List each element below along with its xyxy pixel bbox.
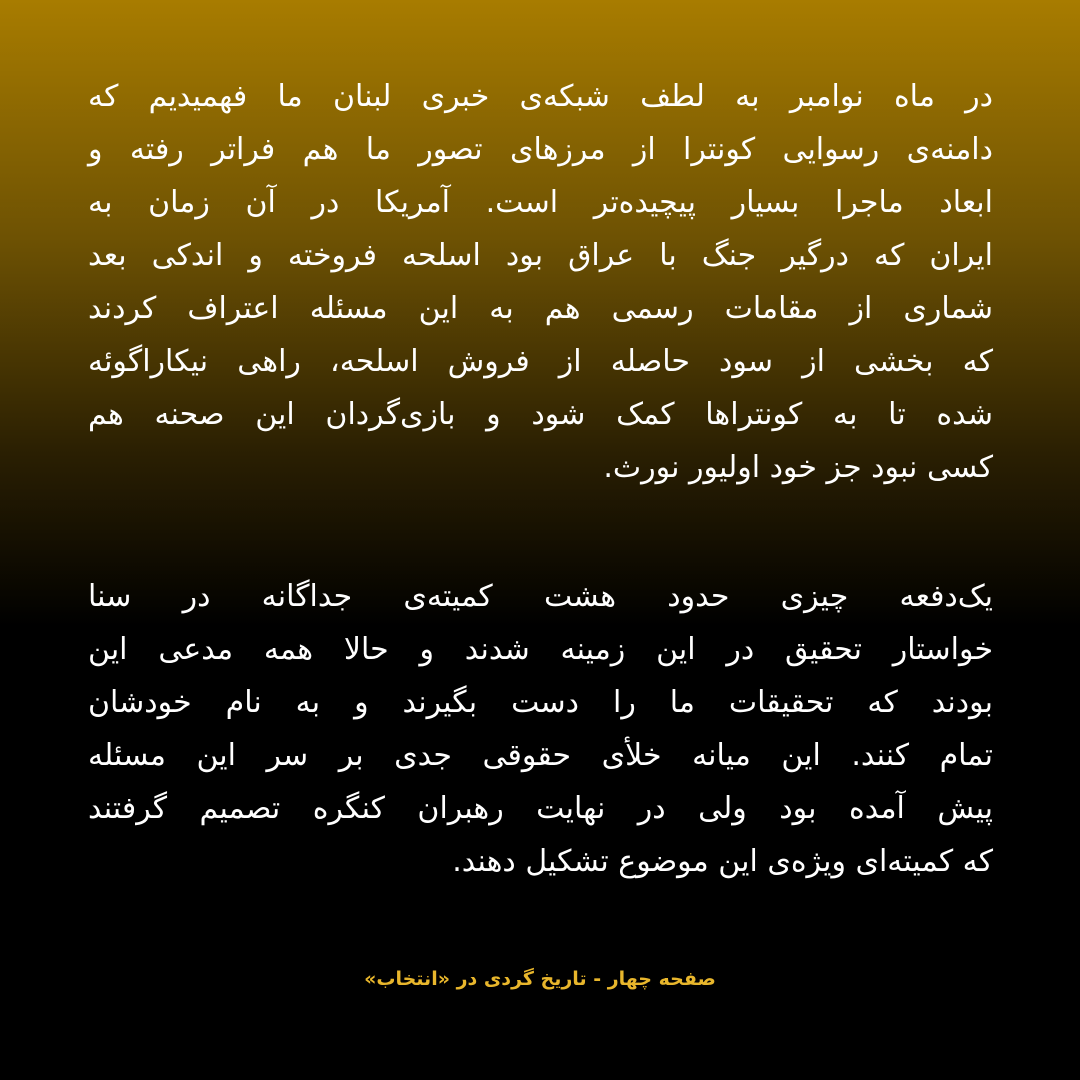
text-line: تمام کنند. این میانه خلأی حقوقی جدی بر سر این مسئله	[88, 738, 993, 773]
text-line: دامنه‌ی رسوایی کونترا از مرزهای تصور ما هم فراتر رفته و	[88, 132, 993, 167]
paragraph-1	[88, 70, 993, 494]
text-line: ایران که درگیر جنگ با عراق بود اسلحه فروخته و اندکی بعد	[88, 238, 993, 273]
text-line: که بخشی از سود حاصله از فروش اسلحه، راهی نیکاراگوئه	[88, 344, 993, 379]
page-footer: صفحه چهار - تاریخ گردی در «انتخاب»	[364, 968, 716, 990]
text-line: یک‌دفعه چیزی حدود هشت کمیته‌ی جداگانه در سنا	[88, 579, 993, 614]
text-line: کسی نبود جز خود اولیور نورث.	[603, 450, 993, 485]
text-line: خواستار تحقیق در این زمینه شدند و حالا همه مدعی این	[88, 632, 993, 667]
text-line: ابعاد ماجرا بسیار پیچیده‌تر است. آمریکا در آن زمان به	[88, 185, 993, 220]
text-line: شماری از مقامات رسمی هم به این مسئله اعتراف کردند	[88, 291, 993, 326]
text-line: شده تا به کونتراها کمک شود و بازی‌گردان این صحنه هم	[88, 397, 993, 432]
paragraph-2	[88, 570, 993, 888]
text-line: پیش آمده بود ولی در نهایت رهبران کنگره تصمیم گرفتند	[88, 791, 993, 826]
text-line: در ماه نوامبر به لطف شبکه‌ی خبری لبنان ما فهمیدیم که	[88, 79, 993, 114]
text-line: که کمیته‌ای ویژه‌ی این موضوع تشکیل دهند.	[452, 844, 993, 879]
text-line: بودند که تحقیقات ما را دست بگیرند و به نام خودشان	[88, 685, 993, 720]
